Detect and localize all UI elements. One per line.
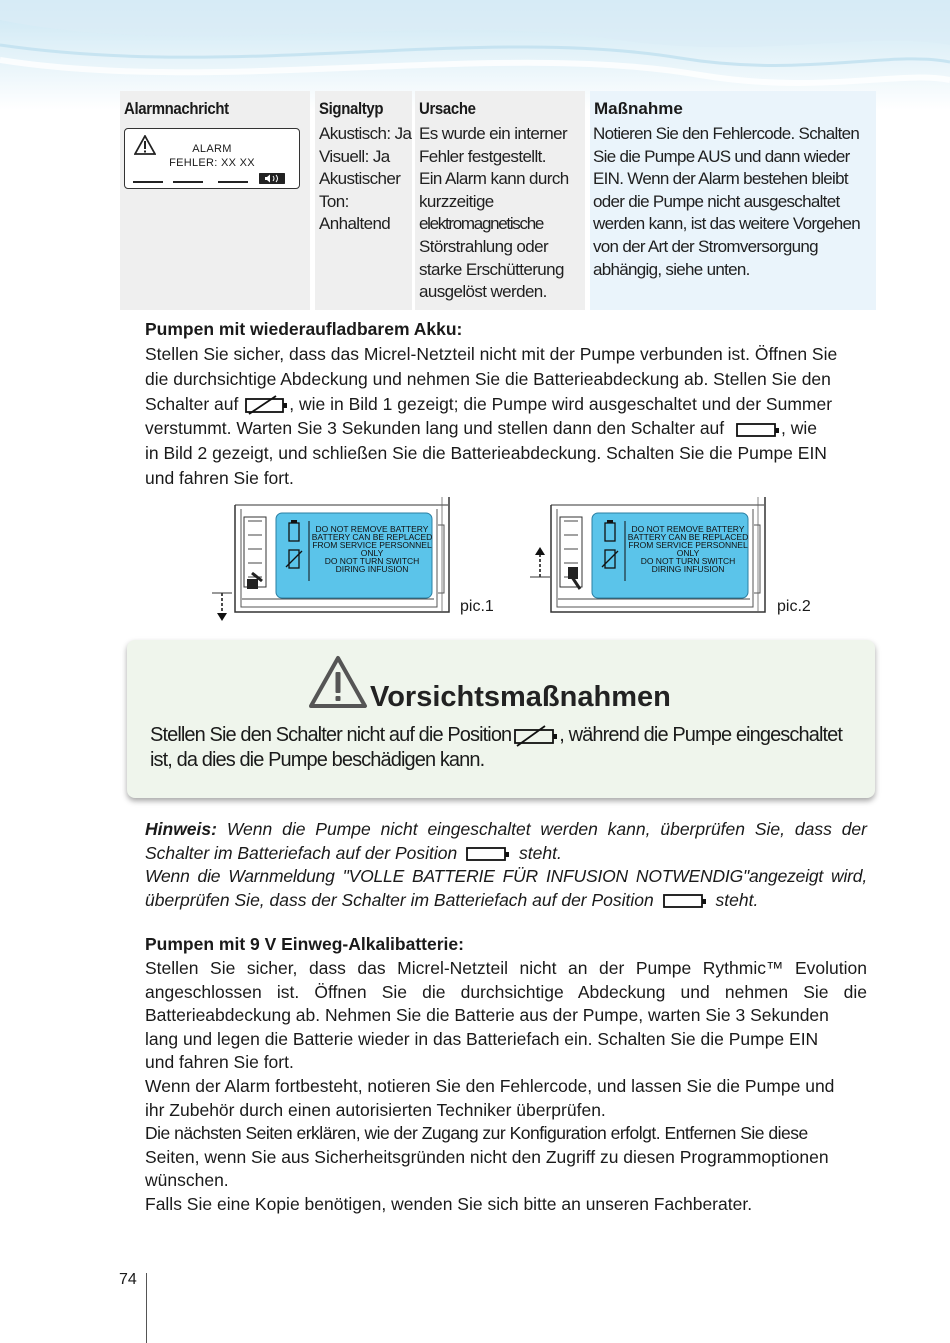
picture-label-1: pic.1 [460,598,494,615]
lcd-display [124,128,300,189]
signal-line: Akustisch: Ja [319,124,412,143]
signal-line: Visuell: Ja [319,146,390,166]
sticker-line: DIRING INFUSION [651,564,725,574]
text-fragment: steht. [715,889,759,910]
cause-line: Ein Alarm kann durch [419,169,569,189]
sticker-line: FROM SERVICE PERSONNEL [628,540,748,550]
paragraph-line [145,392,867,417]
paragraph-line: angeschlossen ist. Öffnen Sie die durchsichtige Abdeckung und nehmen Sie die [145,981,867,1002]
action-line: Notieren Sie den Fehlercode. Schalten [593,124,860,143]
sticker-line: DIRING INFUSION [335,564,409,574]
paragraph-line: Stellen Sie sicher, dass das Micrel-Netzteil nicht mit der Pumpe verbunden ist. Öffnen Sie [145,344,838,364]
sticker-line: DO NOT TURN SWITCH [640,556,736,566]
paragraph-line: und fahren Sie fort. [145,1052,294,1073]
cause-line: elektromagnetische [419,214,544,234]
column-header-cause: Ursache [419,99,476,118]
cause-text [419,123,583,304]
text-fragment: , wie [781,418,817,439]
note-label: Hinweis: [145,819,217,839]
paragraph-line: Batterieabdeckung ab. Nehmen Sie die Batterie aus der Pumpe, warten Sie 3 Sekunden [145,1005,829,1026]
lcd-line-alarm: ALARM [192,143,232,155]
sticker-line: ONLY [676,548,700,558]
text-fragment: , während die Pumpe eingeschaltet [559,724,843,746]
action-text [593,123,874,281]
column-header-signal-type: Signaltyp [319,99,384,118]
paragraph-line: in Bild 2 gezeigt, und schließen Sie die Batterieabdeckung. Schalten Sie die Pumpe EIN [145,443,827,464]
note-line [145,889,867,913]
action-line: EIN. Wenn der Alarm bestehen bleibt [593,169,848,189]
signal-line: Akustischer [319,169,401,189]
column-header-alarm-message: Alarmnachricht [124,99,229,118]
text-fragment: Schalter im Batteriefach auf der Position [145,842,458,863]
cause-line: kurzzeitige [419,191,494,211]
signal-type-text [319,123,410,236]
page-number-divider [146,1273,147,1343]
alarm-message-column [120,91,310,310]
speaker-icon [259,173,285,184]
lcd-dash [133,181,163,183]
text-fragment: , wie in Bild 1 gezeigt; die Pumpe wird ausgeschaltet und der Summer [289,393,833,414]
alkaline-heading: Pumpen mit 9 V Einweg-Alkalibatterie: [145,934,464,954]
battery-compartment-picture-1 [212,495,457,623]
action-line: abhängig, siehe unten. [593,259,750,279]
sticker-line: DO NOT REMOVE BATTERY [315,524,429,534]
signal-line: Anhaltend [319,214,391,234]
rechargeable-heading: Pumpen mit wiederaufladbarem Akku: [145,319,463,339]
caution-line [150,723,870,748]
caution-line: ist, da dies die Pumpe beschädigen kann. [150,749,485,771]
text-fragment: Schalter auf [145,393,239,414]
cause-line: Störstrahlung oder [419,236,549,256]
sticker-line: DO NOT TURN SWITCH [324,556,420,566]
sticker-line: FROM SERVICE PERSONNEL [312,540,432,550]
battery-icon [464,845,512,863]
sticker-line: DO NOT REMOVE BATTERY [631,524,745,534]
alkaline-paragraph [145,957,867,1217]
battery-compartment-picture-2 [528,495,773,623]
paragraph-line: Stellen Sie sicher, dass das Micrel-Netzteil nicht an der Pumpe Rythmic™ Evolution [145,958,867,978]
warning-triangle-icon [308,655,368,709]
note-paragraph [145,818,867,912]
action-column [590,91,876,310]
rechargeable-paragraph [145,342,867,491]
paragraph-line: wünschen. [145,1170,229,1191]
paragraph-line: die durchsichtige Abdeckung und nehmen Sie die Batterieabdeckung ab. Stellen Sie den [145,368,831,389]
text-fragment: überprüfen Sie, dass der Schalter im Batteriefach auf der Position [145,889,654,910]
action-line: Sie die Pumpe AUS und dann wieder [593,146,850,166]
action-line: oder die Pumpe nicht ausgeschaltet [593,191,840,211]
action-line: werden kann, ist das weitere Vorgehen [593,214,861,234]
battery-icon [661,892,709,910]
battery-icon [735,421,781,439]
action-line: von der Art der Stromversorgung [593,236,818,256]
paragraph-line: lang und legen die Batterie wieder in das Batteriefach ein. Schalten Sie die Pumpe EIN [145,1028,819,1049]
caution-box [127,640,875,798]
cause-line: Fehler festgestellt. [419,146,546,166]
paragraph-line: Wenn der Alarm fortbesteht, notieren Sie den Fehlercode, und lassen Sie die Pumpe und [145,1075,835,1096]
paragraph-line: ihr Zubehör durch einen autorisierten Techniker überprüfen. [145,1099,606,1120]
signal-line: Ton: [319,191,349,211]
text-fragment: steht. [519,842,562,863]
page-number: 74 [119,1271,137,1288]
cause-line: ausgelöst werden. [419,282,547,302]
text-fragment: verstummt. Warten Sie 3 Sekunden lang und stellen dann den Schalter auf [145,418,725,439]
sticker-line: BATTERY CAN BE REPLACED [627,532,749,542]
paragraph-line: Seiten, wenn Sie aus Sicherheitsgründen nicht den Zugriff zu diesen Programmoptionen [145,1146,829,1167]
lcd-dash [173,181,203,183]
paragraph-line: Die nächsten Seiten erklären, wie der Zugang zur Konfiguration erfolgt. Entfernen Sie diese [145,1123,808,1144]
signal-type-column [315,91,412,310]
sticker-line: BATTERY CAN BE REPLACED [311,532,433,542]
caution-text [150,723,870,773]
text-fragment: Stellen Sie den Schalter nicht auf die Position [150,724,512,746]
battery-crossed-icon [243,395,289,415]
lcd-dash [218,181,248,183]
column-header-action: Maßnahme [594,99,683,118]
sticker-line: ONLY [360,548,384,558]
paragraph-line [145,416,867,441]
lcd-line-error: FEHLER: XX XX [169,157,255,169]
note-line [145,818,867,842]
caution-title: Vorsichtsmaßnahmen [370,681,671,713]
note-line: Wenn die Warnmeldung "VOLLE BATTERIE FÜR INFUSION NOTWENDIG"angezeigt wird, [145,866,867,886]
battery-crossed-icon [511,725,559,747]
picture-label-2: pic.2 [777,598,811,615]
cause-line: starke Erschütterung [419,259,564,279]
text-fragment: Wenn die Pumpe nicht eingeschaltet werden kann, überprüfen Sie, dass der [216,819,867,839]
note-line [145,842,867,866]
cause-line: Es wurde ein interner [419,124,568,143]
paragraph-line: Falls Sie eine Kopie benötigen, wenden Sie sich bitte an unseren Fachberater. [145,1193,753,1214]
cause-column [415,91,585,310]
paragraph-line: und fahren Sie fort. [145,467,294,488]
